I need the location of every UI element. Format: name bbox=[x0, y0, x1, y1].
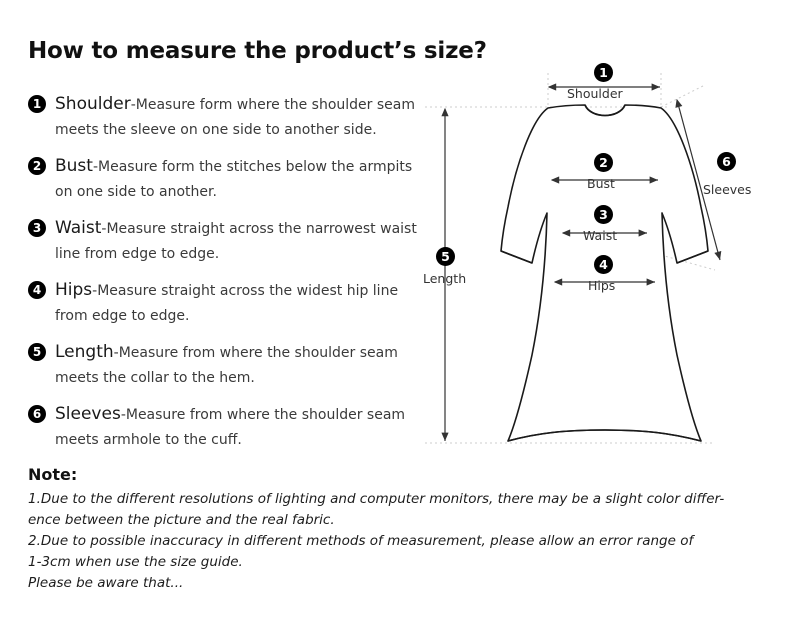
badge-number-2: 2 bbox=[28, 157, 46, 175]
figure-badge-4: 4 bbox=[594, 255, 613, 274]
badge-number-1: 1 bbox=[28, 95, 46, 113]
legend-term-length: Length bbox=[55, 342, 114, 362]
figure-label-sleeves: Sleeves bbox=[703, 182, 752, 197]
list-item bbox=[28, 278, 423, 328]
legend-desc-bust: -Measure form the stitches below the armpits on one side to another. bbox=[55, 159, 413, 200]
dress-diagram-svg bbox=[415, 55, 775, 455]
note-body bbox=[28, 489, 768, 594]
figure-label-waist: Waist bbox=[583, 228, 618, 243]
badge-number-4: 4 bbox=[28, 281, 46, 299]
measurement-legend-list bbox=[28, 92, 423, 464]
note-line-1: 1.Due to the different resolutions of lighting and computer monitors, there may be a slight color differ- bbox=[28, 491, 725, 507]
legend-term-sleeves: Sleeves bbox=[55, 404, 121, 424]
figure-label-shoulder: Shoulder bbox=[567, 86, 623, 101]
list-item bbox=[28, 154, 423, 204]
badge-number-5: 5 bbox=[28, 343, 46, 361]
dress-measurement-diagram bbox=[415, 55, 775, 455]
figure-badge-3: 3 bbox=[594, 205, 613, 224]
list-item bbox=[28, 92, 423, 142]
legend-term-bust: Bust bbox=[55, 156, 93, 176]
figure-label-length: Length bbox=[423, 271, 467, 286]
badge-number-6: 6 bbox=[28, 405, 46, 423]
figure-badge-2: 2 bbox=[594, 153, 613, 172]
badge-number-3: 3 bbox=[28, 219, 46, 237]
note-line-3: 2.Due to possible inaccuracy in different methods of measurement, please allow an error range of bbox=[28, 533, 694, 549]
note-heading: Note: bbox=[28, 465, 78, 484]
list-item bbox=[28, 340, 423, 390]
figure-label-hips: Hips bbox=[588, 278, 616, 293]
note-line-2: ence between the picture and the real fabric. bbox=[28, 512, 335, 528]
figure-badge-5: 5 bbox=[436, 247, 455, 266]
legend-desc-shoulder: -Measure form where the shoulder seam meets the sleeve on one side to another side. bbox=[55, 97, 415, 138]
note-line-5: Please be aware that... bbox=[28, 575, 184, 591]
note-line-4: 1-3cm when use the size guide. bbox=[28, 554, 243, 570]
legend-desc-sleeves: -Measure from where the shoulder seam meets armhole to the cuff. bbox=[55, 407, 406, 448]
figure-badge-6: 6 bbox=[717, 152, 736, 171]
legend-desc-waist: -Measure straight across the narrowest waist line from edge to edge. bbox=[55, 221, 417, 262]
legend-term-shoulder: Shoulder bbox=[55, 94, 131, 114]
legend-desc-length: -Measure from where the shoulder seam meets the collar to the hem. bbox=[55, 345, 398, 386]
list-item bbox=[28, 402, 423, 452]
list-item bbox=[28, 216, 423, 266]
figure-label-bust: Bust bbox=[587, 176, 615, 191]
legend-term-hips: Hips bbox=[55, 280, 93, 300]
figure-badge-1: 1 bbox=[594, 63, 613, 82]
page-title: How to measure the product’s size? bbox=[28, 38, 487, 64]
legend-desc-hips: -Measure straight across the widest hip line from edge to edge. bbox=[55, 283, 399, 324]
legend-term-waist: Waist bbox=[55, 218, 102, 238]
